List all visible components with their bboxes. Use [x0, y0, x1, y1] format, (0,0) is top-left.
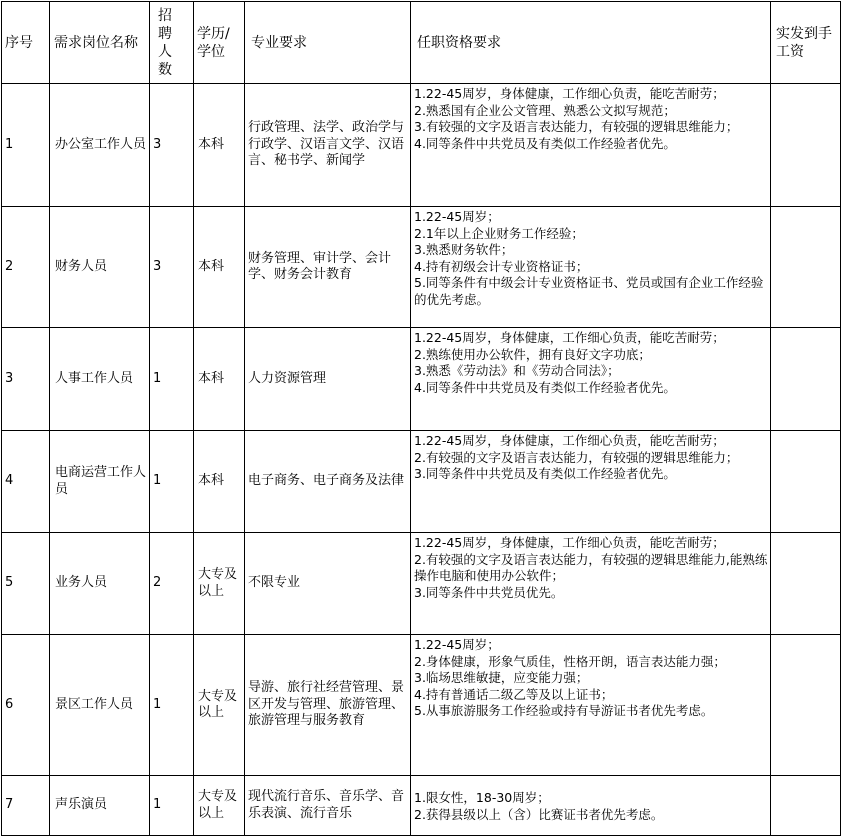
header-salary: 实发到手工资 — [771, 2, 841, 84]
requirement-item: 2.有较强的文字及语言表达能力，有较强的逻辑思维能力； — [414, 449, 739, 465]
row-count: 1 — [150, 776, 194, 836]
row-no: 5 — [2, 533, 50, 635]
row-no: 4 — [2, 431, 50, 533]
row-no: 1 — [2, 84, 50, 207]
requirement-item: 2.熟悉国有企业公文管理、熟悉公文拟写规范； — [414, 102, 676, 118]
requirement-item: 4.同等条件中共党员及有类似工作经验者优先。 — [414, 135, 676, 151]
header-education: 学历/学位 — [194, 2, 245, 84]
row-requirements — [411, 776, 771, 836]
row-position: 景区工作人员 — [50, 635, 150, 776]
row-requirements — [411, 635, 771, 776]
requirement-item: 4.持有普通话二级乙等及以上证书； — [414, 686, 614, 702]
row-major: 不限专业 — [245, 533, 411, 635]
requirement-item: 3.熟悉财务软件； — [414, 242, 514, 258]
row-salary — [771, 431, 841, 533]
row-position: 电商运营工作人员 — [50, 431, 150, 533]
row-salary — [771, 533, 841, 635]
row-count: 3 — [150, 207, 194, 328]
row-requirements — [411, 533, 771, 635]
table-row — [2, 84, 841, 207]
requirement-item: 1.22-45周岁，身体健康，工作细心负责，能吃苦耐劳； — [414, 433, 725, 448]
row-education: 本科 — [194, 207, 245, 328]
row-major: 电子商务、电子商务及法律 — [245, 431, 411, 533]
row-salary — [771, 635, 841, 776]
row-no: 6 — [2, 635, 50, 776]
row-position: 业务人员 — [50, 533, 150, 635]
header-count: 招聘人数 — [150, 2, 194, 84]
row-education: 大专及以上 — [194, 533, 245, 635]
row-education: 本科 — [194, 328, 245, 431]
row-salary — [771, 328, 841, 431]
row-requirements — [411, 207, 771, 328]
requirement-item: 3.同等条件中共党员及有类似工作经验者优先。 — [414, 466, 676, 482]
row-position: 办公室工作人员 — [50, 84, 150, 207]
recruitment-table — [1, 1, 841, 836]
row-requirements — [411, 431, 771, 533]
row-count: 1 — [150, 635, 194, 776]
requirement-item: 2.熟练使用办公软件，拥有良好文字功底； — [414, 346, 651, 362]
table-row — [2, 776, 841, 836]
row-education: 本科 — [194, 84, 245, 207]
requirement-item: 3.熟悉《劳动法》和《劳动合同法》； — [414, 363, 620, 379]
requirement-item: 2.身体健康，形象气质佳，性格开朗，语言表达能力强； — [414, 653, 726, 669]
row-no: 2 — [2, 207, 50, 328]
table-row — [2, 533, 841, 635]
row-salary — [771, 84, 841, 207]
requirement-item: 5.从事旅游服务工作经验或持有导游证书者优先考虑。 — [414, 703, 714, 719]
table-row — [2, 635, 841, 776]
row-no: 3 — [2, 328, 50, 431]
requirement-item: 3.有较强的文字及语言表达能力，有较强的逻辑思维能力； — [414, 119, 739, 135]
requirement-item: 4.同等条件中共党员及有类似工作经验者优先。 — [414, 379, 676, 395]
row-count: 1 — [150, 328, 194, 431]
requirement-item: 1.22-45周岁，身体健康，工作细心负责，能吃苦耐劳； — [414, 86, 725, 101]
row-education: 大专及以上 — [194, 635, 245, 776]
table-row — [2, 431, 841, 533]
row-major: 人力资源管理 — [245, 328, 411, 431]
requirement-item: 1.22-45周岁，身体健康，工作细心负责，能吃苦耐劳； — [414, 330, 725, 345]
row-count: 3 — [150, 84, 194, 207]
header-position: 需求岗位名称 — [50, 2, 150, 84]
row-position: 人事工作人员 — [50, 328, 150, 431]
header-requirements: 任职资格要求 — [411, 2, 771, 84]
row-education: 本科 — [194, 431, 245, 533]
row-requirements — [411, 84, 771, 207]
requirement-item: 2.1年以上企业财务工作经验； — [414, 225, 584, 241]
row-education: 大专及以上 — [194, 776, 245, 836]
row-requirements — [411, 328, 771, 431]
requirement-item: 2.有较强的文字及语言表达能力，有较强的逻辑思维能力,能熟练操作电脑和使用办公软件； — [414, 551, 768, 584]
requirement-item: 1.限女性，18-30周岁； — [414, 789, 550, 805]
row-major: 现代流行音乐、音乐学、音乐表演、流行音乐 — [245, 776, 411, 836]
requirement-item: 3.临场思维敏捷，应变能力强； — [414, 670, 589, 686]
row-no: 7 — [2, 776, 50, 836]
requirement-item: 1.22-45周岁； — [414, 637, 500, 652]
requirement-item: 1.22-45周岁； — [414, 209, 500, 224]
table-row — [2, 207, 841, 328]
row-salary — [771, 776, 841, 836]
row-major: 行政管理、法学、政治学与行政学、汉语言文学、汉语言、秘书学、新闻学 — [245, 84, 411, 207]
row-major: 财务管理、审计学、会计学、财务会计教育 — [245, 207, 411, 328]
requirement-item: 4.持有初级会计专业资格证书； — [414, 258, 589, 274]
requirement-item: 5.同等条件有中级会计专业资格证书、党员或国有企业工作经验的优先考虑。 — [414, 275, 764, 307]
header-no: 序号 — [2, 2, 50, 84]
table-row — [2, 328, 841, 431]
requirement-item: 2.获得县级以上（含）比赛证书者优先考虑。 — [414, 806, 664, 822]
row-count: 2 — [150, 533, 194, 635]
header-row — [2, 2, 841, 84]
row-position: 声乐演员 — [50, 776, 150, 836]
row-count: 1 — [150, 431, 194, 533]
row-position: 财务人员 — [50, 207, 150, 328]
row-salary — [771, 207, 841, 328]
requirement-item: 1.22-45周岁，身体健康，工作细心负责，能吃苦耐劳； — [414, 535, 725, 550]
row-major: 导游、旅行社经营管理、景区开发与管理、旅游管理、旅游管理与服务教育 — [245, 635, 411, 776]
header-major: 专业要求 — [245, 2, 411, 84]
requirement-item: 3.同等条件中共党员优先。 — [414, 584, 564, 600]
